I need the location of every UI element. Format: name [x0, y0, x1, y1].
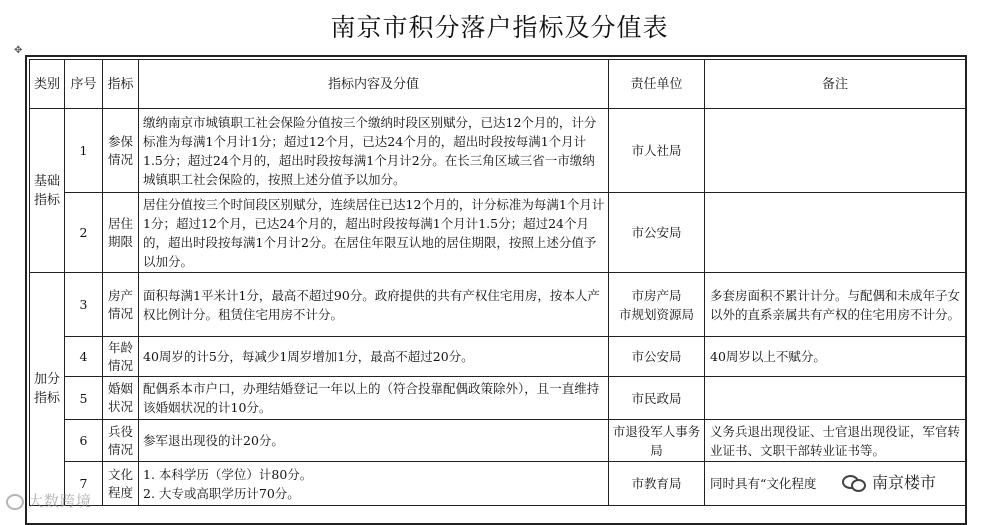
row-content: 居住分值按三个时间段区别赋分，连续居住已达12个月的，计分标准为每满1个月计1分；超过12个月，已达24个月的，超出时段按每满1个月计1.5分；超过24个月的，超出时段按每满1个月计2分。在居住年限互认地的居住期限，按照上述分值予以加分。 [139, 193, 609, 273]
header-category: 类别 [30, 60, 65, 109]
table-row [30, 420, 966, 462]
row-index: 1 [65, 109, 103, 193]
row-notes: 多套房面积不累计计分。与配偶和未成年子女以外的直系亲属共有产权的住宅用房不计分。 [705, 273, 966, 337]
watermark-left-text: 大数跨境 [28, 492, 93, 510]
row-content: 参军退出现役的计20分。 [139, 420, 609, 462]
row-indicator: 婚姻状况 [103, 377, 139, 420]
table-row [30, 462, 966, 506]
table-row [30, 377, 966, 420]
row-notes: 40周岁以上不赋分。 [705, 337, 966, 377]
header-index: 序号 [65, 60, 103, 109]
row-notes [705, 377, 966, 420]
row-notes: 义务兵退出现役证、士官退出现役证，军官转业证书、文职干部转业证书等。 [705, 420, 966, 462]
row-notes [705, 193, 966, 273]
row-department: 市公安局 [609, 337, 705, 377]
page-title: 南京市积分落户指标及分值表 [330, 13, 669, 42]
row-content: 1. 本科学历（学位）计80分。 2. 大专或高职学历计70分。 [139, 462, 609, 506]
row-department: 市人社局 [609, 109, 705, 193]
row-content: 面积每满1平米计1分，最高不超过90分。政府提供的共有产权住宅用房，按本人产权比例计分。租赁住宅用房不计分。 [139, 273, 609, 337]
header-department: 责任单位 [609, 60, 705, 109]
row-notes: 同时具有“文化程度 [705, 462, 966, 506]
table-row [30, 273, 966, 337]
row-indicator: 年龄情况 [103, 337, 139, 377]
row-department: 市教育局 [609, 462, 705, 506]
watermark-right-text: 南京楼市 [872, 473, 937, 492]
header-content: 指标内容及分值 [139, 60, 609, 109]
score-table [29, 59, 966, 506]
row-department: 市公安局 [609, 193, 705, 273]
table-move-handle-icon[interactable]: ✥ [14, 45, 23, 56]
row-index: 6 [65, 420, 103, 462]
header-indicator: 指标 [103, 60, 139, 109]
row-index: 5 [65, 377, 103, 420]
row-indicator: 房产情况 [103, 273, 139, 337]
row-indicator: 兵役情况 [103, 420, 139, 462]
table-header-row [30, 60, 966, 109]
table-row [30, 193, 966, 273]
chat-bubble-icon [6, 494, 24, 510]
header-notes: 备注 [705, 60, 966, 109]
row-indicator: 参保情况 [103, 109, 139, 193]
row-indicator: 居住期限 [103, 193, 139, 273]
table-row [30, 337, 966, 377]
row-department: 市退役军人事务局 [609, 420, 705, 462]
row-content: 缴纳南京市城镇职工社会保险分值按三个缴纳时段区别赋分，已达12个月的，计分标准为每满1个月计1分；超过12个月，已达24个月的，超出时段按每满1个月计1.5分；超过24个月的，超出时段按每满1个月计2分。在长三角区域三省一市缴纳城镇职工社会保险的，按照上述分值予以加分。 [139, 109, 609, 193]
score-table-frame [25, 55, 967, 525]
category-bonus: 加分指标 [30, 273, 65, 506]
watermark-left [6, 490, 92, 511]
row-indicator: 文化程度 [103, 462, 139, 506]
row-index: 2 [65, 193, 103, 273]
row-index: 7 [65, 462, 103, 506]
row-department: 市民政局 [609, 377, 705, 420]
row-content: 配偶系本市户口，办理结婚登记一年以上的（符合投靠配偶政策除外），且一直维持该婚姻状况的计10分。 [139, 377, 609, 420]
row-department: 市房产局 市规划资源局 [609, 273, 705, 337]
wechat-icon [842, 473, 866, 491]
row-content: 40周岁的计5分，每减少1周岁增加1分，最高不超过20分。 [139, 337, 609, 377]
category-basic: 基础指标 [30, 109, 65, 273]
row-notes [705, 109, 966, 193]
watermark-right [838, 468, 940, 495]
row-index: 3 [65, 273, 103, 337]
table-row [30, 109, 966, 193]
row-index: 4 [65, 337, 103, 377]
